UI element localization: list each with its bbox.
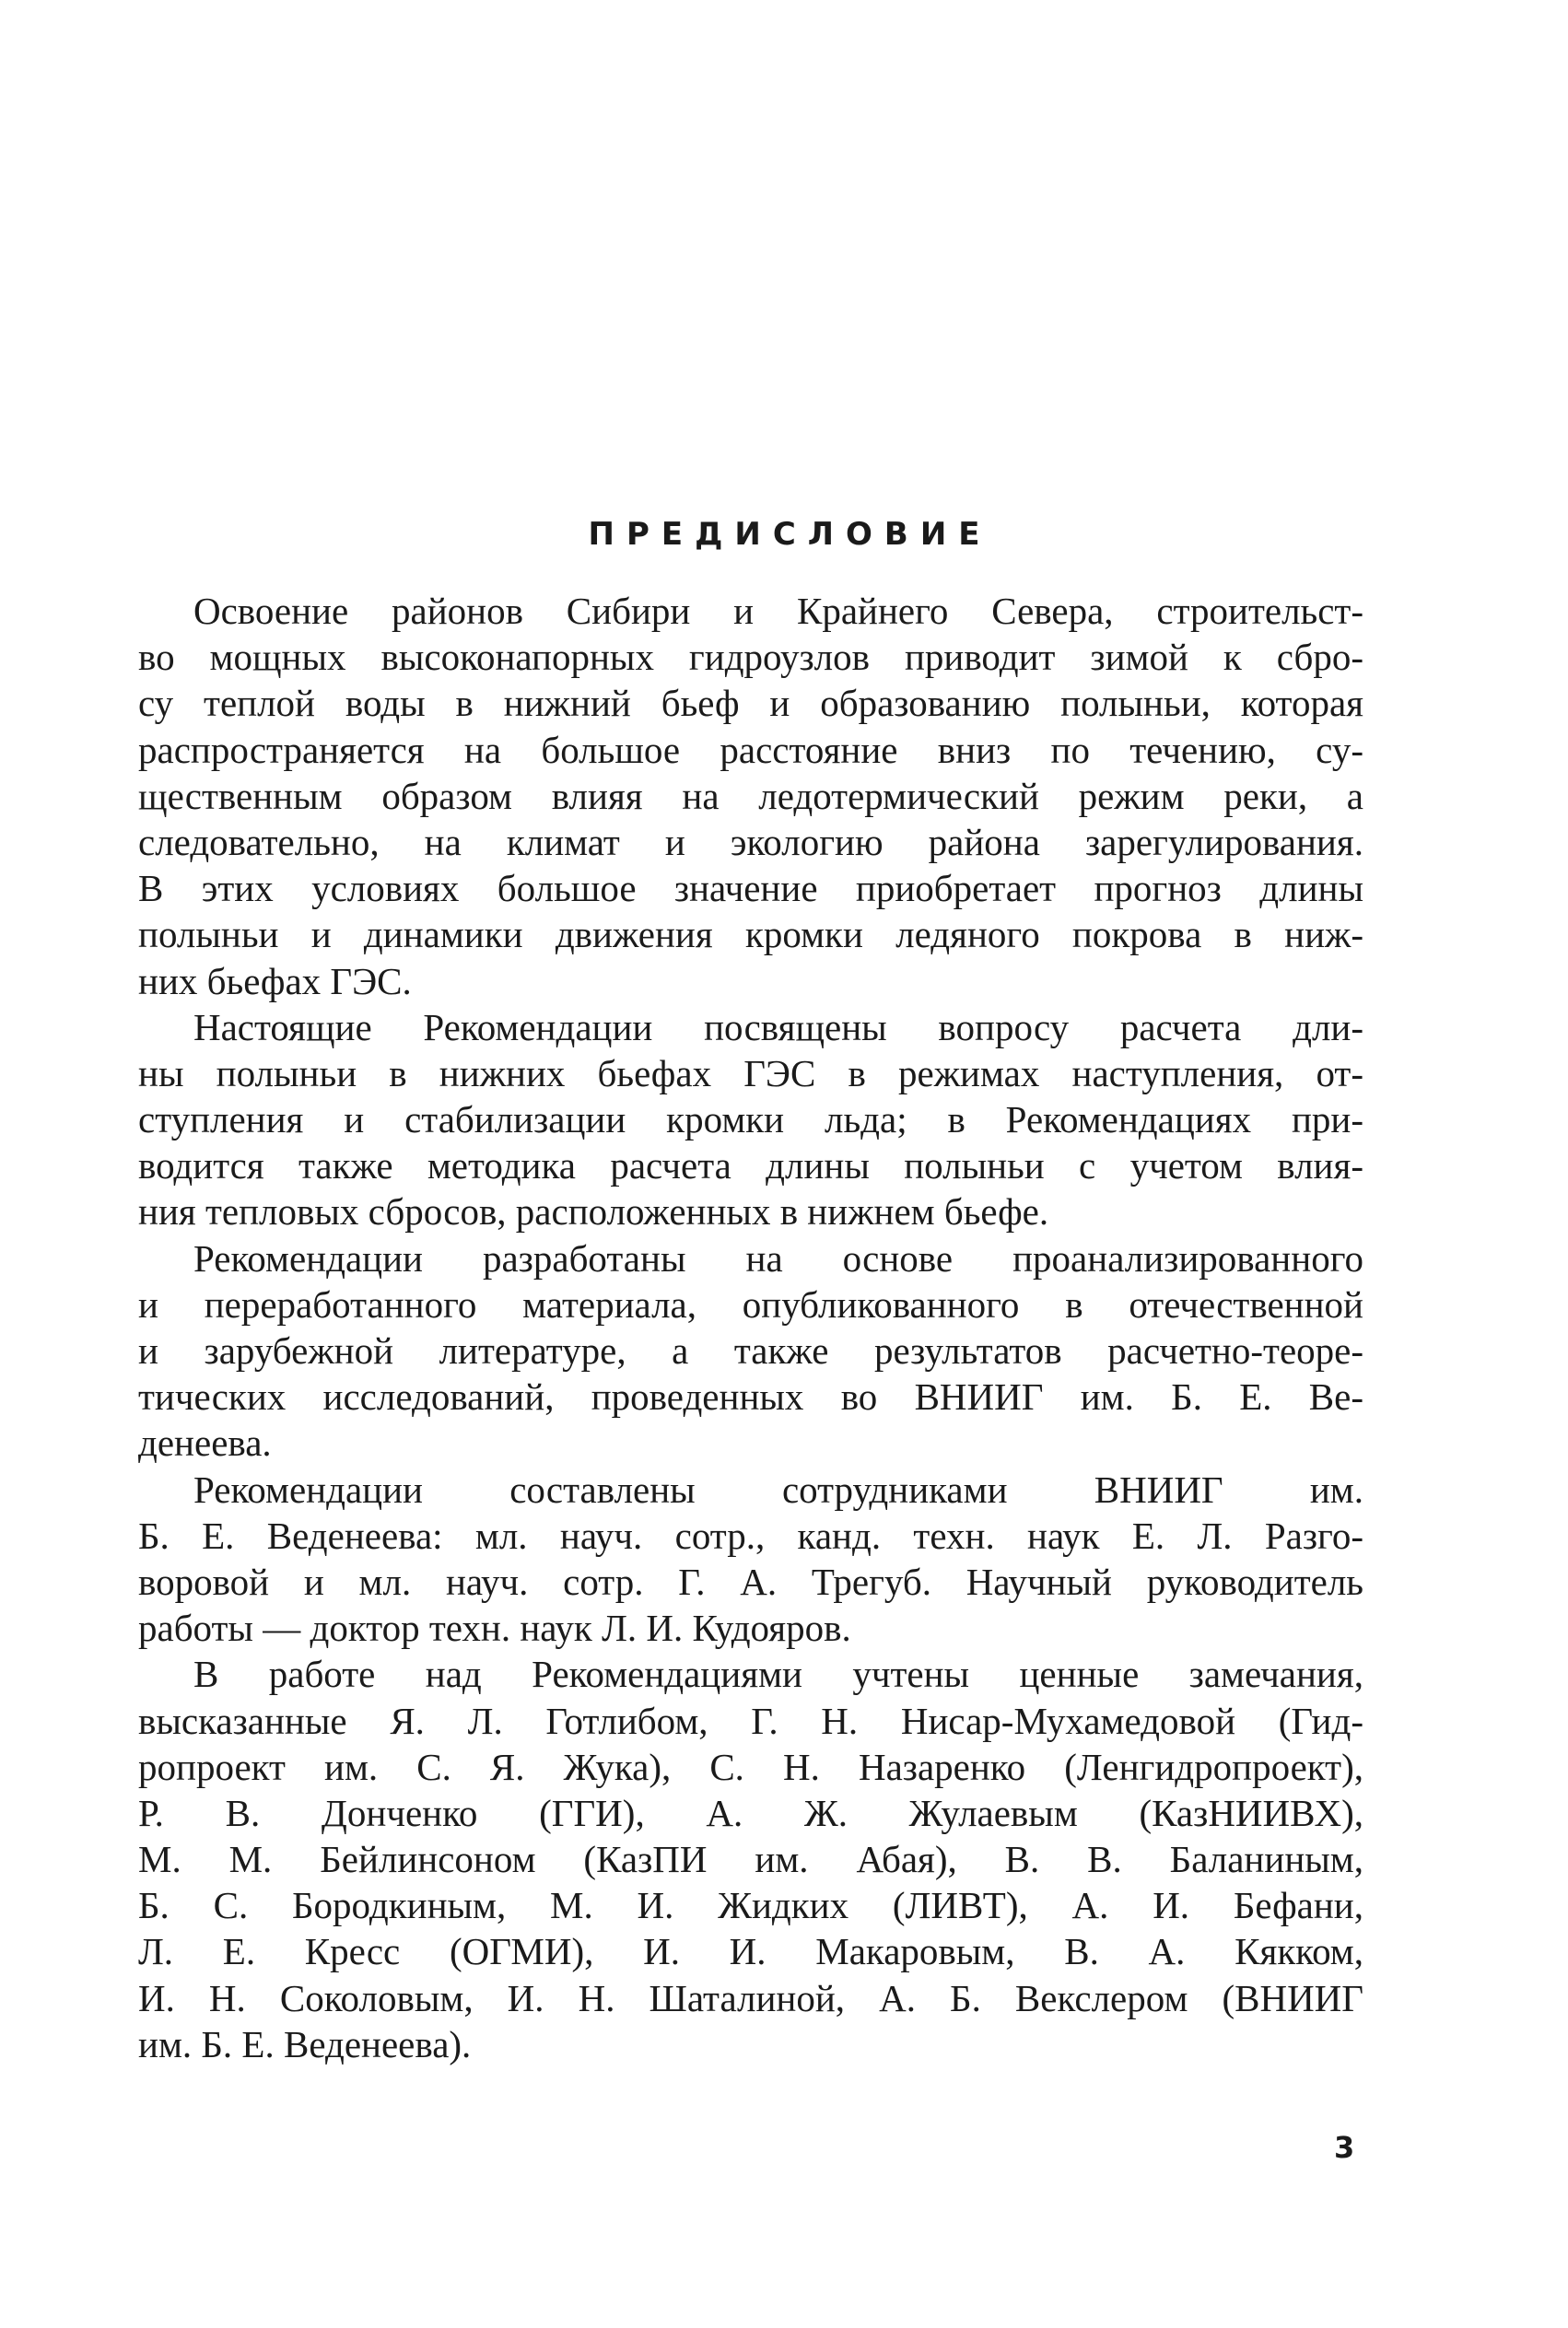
text-line: им. Б. Е. Веденеева). <box>138 2022 472 2065</box>
preface-body <box>138 588 1363 2067</box>
text-line: денеева. <box>138 1421 272 1465</box>
text-line: Рекомендации составлены сотрудниками ВНИИГ им. <box>193 1468 1363 1511</box>
text-line: водится также методика расчета длины полыньи с учетом влия- <box>138 1144 1363 1187</box>
text-line: Рекомендации разработаны на основе проанализированного <box>193 1236 1363 1280</box>
text-line: распространяется на большое расстояние вниз по течению, су- <box>138 728 1363 771</box>
text-line: ступления и стабилизации кромки льда; в Рекомендациях при- <box>138 1098 1363 1141</box>
text-line: работы — доктор техн. наук Л. И. Кудояров. <box>138 1607 851 1650</box>
text-line: Настоящие Рекомендации посвящены вопросу расчета дли- <box>193 1005 1363 1048</box>
text-line: щественным образом влияя на ледотермический режим реки, а <box>138 774 1363 817</box>
text-line: Освоение районов Сибири и Крайнего Севера, строительст- <box>193 590 1363 632</box>
paragraph-4 <box>138 1467 1363 1652</box>
paragraph-5 <box>138 1651 1363 2067</box>
text-line: ния тепловых сбросов, расположенных в нижнем бьефе. <box>138 1190 1049 1234</box>
text-line: су теплой воды в нижний бьеф и образованию полыньи, которая <box>138 682 1363 725</box>
text-line: В работе над Рекомендациями учтены ценные замечания, <box>193 1653 1363 1696</box>
text-line: ропроект им. С. Я. Жука), С. Н. Назаренко (Ленгидропроект), <box>138 1745 1363 1788</box>
text-line: Б. С. Бородкиным, М. И. Жидких (ЛИВТ), А. И. Бефани, <box>138 1884 1363 1927</box>
text-line: Л. Е. Кресс (ОГМИ), И. И. Макаровым, В. А. Кякком, <box>138 1930 1363 1973</box>
page-heading: ПРЕДИСЛОВИЕ <box>588 516 992 553</box>
text-line: воровой и мл. науч. сотр. Г. А. Трегуб. Научный руководитель <box>138 1560 1363 1603</box>
text-line: Б. Е. Веденеева: мл. науч. сотр., канд. техн. наук Е. Л. Разго- <box>138 1514 1363 1557</box>
text-line: В этих условиях большое значение приобретает прогноз длины <box>138 867 1363 910</box>
paragraph-3 <box>138 1235 1363 1467</box>
text-line: и переработанного материала, опубликованного в отечественной <box>138 1282 1363 1326</box>
text-line: И. Н. Соколовым, И. Н. Шаталиной, А. Б. Векслером (ВНИИГ <box>138 1976 1363 2019</box>
paragraph-2 <box>138 1004 1363 1235</box>
text-line: Р. В. Донченко (ГГИ), А. Ж. Жулаевым (КазНИИВХ), <box>138 1791 1363 1834</box>
text-line: М. М. Бейлинсоном (КазПИ им. Абая), В. В. Баланиным, <box>138 1838 1363 1881</box>
text-line: них бьефах ГЭС. <box>138 959 412 1002</box>
text-line: полыньи и динамики движения кромки ледяного покрова в ниж- <box>138 913 1363 956</box>
text-line: во мощных высоконапорных гидроузлов приводит зимой к сбро- <box>138 636 1363 679</box>
text-line: следовательно, на климат и экологию района зарегулирования. <box>138 820 1363 863</box>
paragraph-1 <box>138 588 1363 1004</box>
page-number: 3 <box>1334 2130 1355 2165</box>
text-line: высказанные Я. Л. Готлибом, Г. Н. Нисар-Мухамедовой (Гид- <box>138 1699 1363 1742</box>
text-line: и зарубежной литературе, а также результатов расчетно-теоре- <box>138 1329 1363 1372</box>
text-line: тических исследований, проведенных во ВНИИГ им. Б. Е. Ве- <box>138 1375 1363 1419</box>
text-line: ны полыньи в нижних бьефах ГЭС в режимах наступления, от- <box>138 1051 1363 1094</box>
